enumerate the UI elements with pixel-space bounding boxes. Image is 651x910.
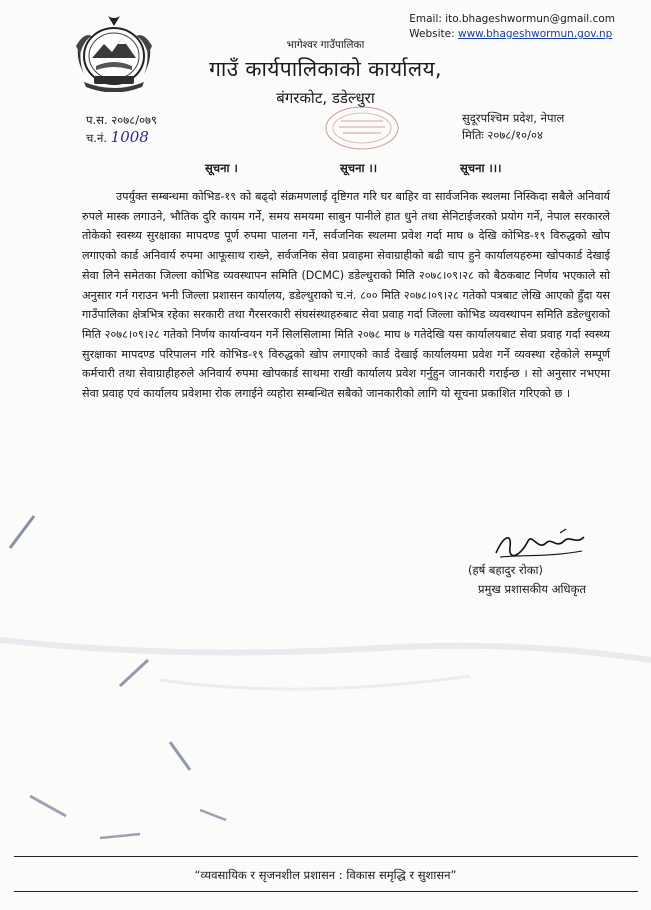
chalani-number <box>86 129 157 147</box>
chalani-value: 1008 <box>110 128 149 146</box>
signatory-name: (हर्ष बहादुर रोका) <box>468 563 543 577</box>
office-name: गाउँ कार्यपालिकाको कार्यालय, <box>209 57 442 81</box>
letter-date: मितिः २०७८/१०/०४ <box>462 128 543 142</box>
footer-rule-top <box>14 856 638 857</box>
email-line <box>409 12 615 27</box>
notice-heading-3: सूचना ।।। <box>460 161 502 175</box>
office-location: बंगरकोट, डडेल्धुरा <box>276 89 375 107</box>
chalani-label: च.नं. <box>86 131 107 145</box>
fiscal-year: प.स. २०७८/०७९ <box>86 113 158 127</box>
notice-heading-1: सूचना । <box>205 161 238 175</box>
website-link[interactable]: www.bhageshwormun.gov.np <box>458 28 613 40</box>
notice-heading-2: सूचना ।। <box>340 161 378 175</box>
notice-body: उपर्युक्त सम्बन्धमा कोभिड-१९ को बढ्दो संक्रमणलाई दृष्टिगत गरि घर बाहिर वा सार्वजनिक स्थलमा निस्किदा सबैले अनिवार्य रुपले मास्क लगाउने, भौतिक दुरि कायम गर्ने, समय समयमा साबुन पानीले हात धुने तथा सेनिटाईजरको प्रयोग गर्ने, नेपाल सरकारले तोकेको स्वस्थ्य सुरक्षाका मापदण्ड पूर्ण रुपमा पालना गर्ने, सर्वजनिक स्थलमा प्रवेश गर्दा माघ ७ देखि कोभिड-१९ विरुद्धको खोप लगाएको कार्ड अनिवार्य रुपमा आफूसाथ राख्ने, सर्वजनिक सेवा प्रवाहमा सेवाग्राहीको बढी चाप हुने कार्यालयहरुमा खोपकार्ड देखाई सेवा लिने समेतका जिल्ला कोभिड व्यवस्थापन समिति (DCMC) डडेल्धुराको मिति २०७८।०९।२८ को बैठकबाट निर्णय भएकाले सो अनुसार गर्न गराउन भनी जिल्ला प्रशासन कार्यालय, डडेल्धुराको च.नं. ८०० मिति २०७८।०९।२८ गतेको पत्रबाट लेखि आएको हुँदा यस गाउँपालिका क्षेत्रभित्र रहेका सरकारी तथा गैरसरकारी संघसंस्थाहरुबाट सेवा प्रवाह गर्दा जिल्ला कोभिड व्यवस्थापन समिति डडेल्धुराको मिति २०७८।०९।२८ गतेको निर्णय कार्यान्वयन गर्ने सिलसिलामा मिति २०७८ माघ ७ गतेदेखि यस कार्यालयबाट सेवा प्रवाह गर्दा स्वस्थ्य सुरक्षाका मापदण्ड परिपालन गरि कोभिड-१९ विरुद्धको खोप लगाएको कार्ड देखाई कार्यालयमा प्रवेश गर्ने व्यवस्था रहेकोले सम्पूर्ण कर्मचारी तथा सेवाग्राहीहरुले अनिवार्य रुपमा खोपकार्ड साथमा राखी कार्यालय प्रवेश गर्नुहुन जानकारी गराईन्छ । सो अनुसार नभएमा सेवा प्रवाह एवं कार्यालय प्रवेशमा रोक लगाईने व्यहोरा सम्बन्धित सबैको जानकारीको लागि यो सूचना प्रकाशित गरिएको छ । <box>82 190 610 401</box>
signatory-title: प्रमुख प्रशासकीय अधिकृत <box>478 582 586 596</box>
footer-slogan: “व्यवसायिक र सृजनशील प्रशासन : विकास समृद्धि र सुशासन” <box>194 868 457 882</box>
email-address[interactable]: ito.bhageshwormun@gmail.com <box>445 13 615 25</box>
footer-rule-bottom <box>14 891 638 892</box>
office-stamp <box>323 104 401 152</box>
municipality-name: भागेश्वर गाउँपालिका <box>286 39 365 51</box>
website-label: Website: <box>409 28 455 40</box>
reference-left <box>86 112 157 147</box>
handwritten-signature <box>490 527 590 563</box>
reference-right <box>462 110 564 144</box>
province-line: सुदूरपश्चिम प्रदेश, नेपाल <box>462 111 565 125</box>
email-label: Email: <box>409 13 442 25</box>
